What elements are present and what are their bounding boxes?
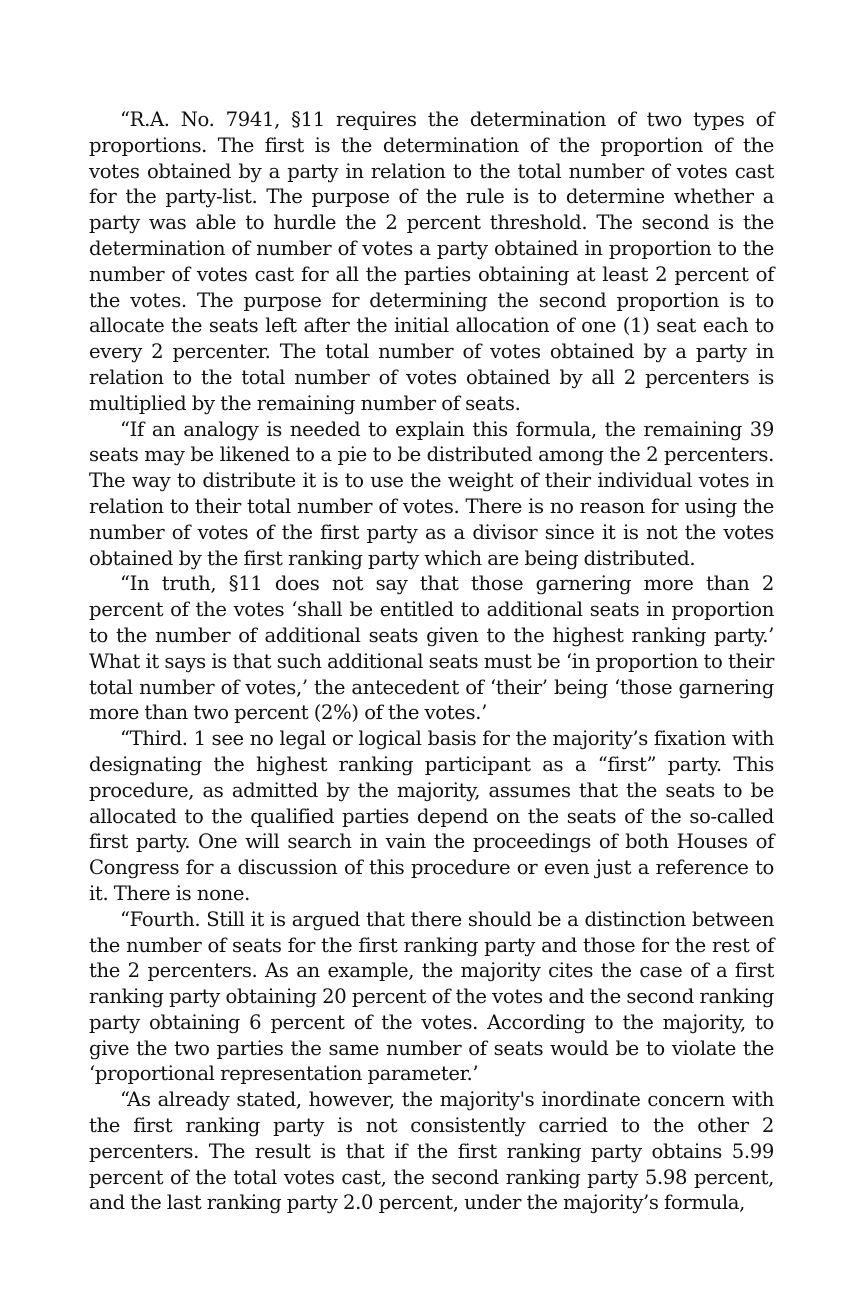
paragraph-6: “As already stated, however, the majority's inordinate concern with the first ranking party is not consistently carried to the other 2 percenters. The result is that if the first ranking party obtains 5.99 percent of the total votes cast, the second ranking party 5.98 percent, and the last ranking party 2.0 percent, under the majority’s formula, [89,1088,774,1215]
paragraph-3: “In truth, §11 does not say that those garnering more than 2 percent of the votes ‘shall be entitled to additional seats in proportion to the number of additional seats given to the highest ranking party.’ What it says is that such additional seats must be ‘in proportion to their total number of votes,’ the antecedent of ‘their’ being ‘those garnering more than two percent (2%) of the votes.’ [89,572,774,725]
paragraph-2: “If an analogy is needed to explain this formula, the remaining 39 seats may be likened to a pie to be distributed among the 2 percenters. The way to distribute it is to use the weight of their individual votes in relation to their total number of votes. There is no reason for using the number of votes of the first party as a divisor since it is not the votes obtained by the first ranking party which are being distributed. [89,417,774,570]
document-page [89,107,774,1216]
paragraph-1: “R.A. No. 7941, §11 requires the determination of two types of proportions. The first is the determination of the proportion of the votes obtained by a party in relation to the total number of votes cast for the party-list. The purpose of the rule is to determine whether a party was able to hurdle the 2 percent threshold. The second is the determination of number of votes a party obtained in proportion to the number of votes cast for all the parties obtaining at least 2 percent of the votes. The purpose for determining the second proportion is to allocate the seats left after the initial allocation of one (1) seat each to every 2 percenter. The total number of votes obtained by a party in relation to the total number of votes obtained by all 2 percenters is multiplied by the remaining number of seats. [89,108,774,415]
paragraph-5: “Fourth. Still it is argued that there should be a distinction between the number of seats for the first ranking party and those for the rest of the 2 percenters. As an example, the majority cites the case of a first ranking party obtaining 20 percent of the votes and the second ranking party obtaining 6 percent of the votes. According to the majority, to give the two parties the same number of seats would be to violate the ‘proportional representation parameter.’ [89,907,774,1086]
paragraph-4: “Third. 1 see no legal or logical basis for the majority’s fixation with designating the highest ranking participant as a “first” party. This procedure, as admitted by the majority, assumes that the seats to be allocated to the qualified parties depend on the seats of the so-called first party. One will search in vain the proceedings of both Houses of Congress for a discussion of this procedure or even just a reference to it. There is none. [89,727,774,905]
